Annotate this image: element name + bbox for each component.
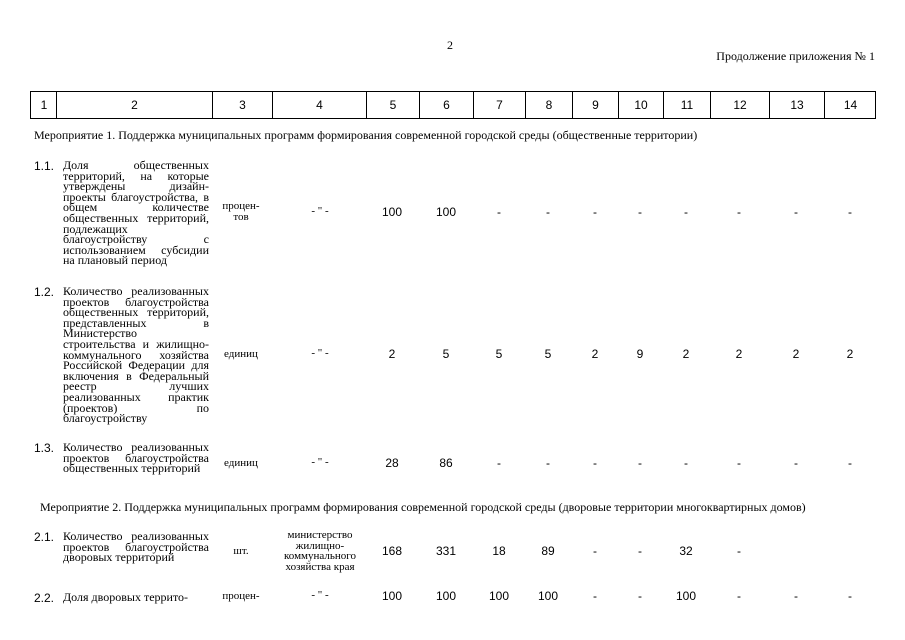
value-col-8: - <box>546 456 550 470</box>
header-col-1: 1 <box>40 98 48 112</box>
row-number: 1.1. <box>34 159 55 173</box>
value-col-12: 2 <box>735 347 743 361</box>
row-responsible: - " - <box>311 456 329 468</box>
value-col-9: - <box>593 205 597 219</box>
value-col-6: 100 <box>435 589 457 603</box>
row-description: Количество реализованных проектов благоустройства дворовых территорий <box>63 529 209 565</box>
header-col-10: 10 <box>618 92 663 118</box>
value-col-7: 18 <box>492 544 506 558</box>
value-col-5: 2 <box>388 347 396 361</box>
header-col-12: 12 <box>710 92 769 118</box>
page-number: 2 <box>447 38 453 52</box>
row-responsible: министерство жилищно-коммунального хозяйства края <box>284 529 356 573</box>
value-col-13: - <box>794 456 798 470</box>
value-col-8: 100 <box>537 589 559 603</box>
value-col-7: - <box>497 205 501 219</box>
value-col-12: - <box>737 589 741 603</box>
header-col-13: 13 <box>769 92 824 118</box>
row-number: 1.3. <box>34 441 55 455</box>
value-col-7: - <box>497 456 501 470</box>
value-col-10: - <box>638 456 642 470</box>
value-col-6: 331 <box>435 544 457 558</box>
value-col-13: - <box>794 589 798 603</box>
value-col-5: 100 <box>381 205 403 219</box>
value-col-11: - <box>684 205 688 219</box>
row-unit: шт. <box>233 544 249 557</box>
header-col-7: 7 <box>473 92 525 118</box>
section-title-1: Мероприятие 1. Поддержка муниципальных программ формирования современной городской среды (общественные территории) <box>34 128 698 142</box>
row-description: Количество реализованных проектов благоустройства общественных территорий <box>63 440 209 476</box>
value-col-5: 28 <box>385 456 399 470</box>
row-unit: процен- <box>222 589 260 602</box>
value-col-13: 2 <box>792 347 800 361</box>
row-description: Доля общественных территорий, на которые утверждены дизайн-проекты благоустройства, в общем количестве общественных территорий, подлежащих благоустройству с использованием субсидии на плановый период <box>63 158 209 268</box>
value-col-10: - <box>638 205 642 219</box>
value-col-14: - <box>848 589 852 603</box>
value-col-14: - <box>848 205 852 219</box>
row-description: Количество реализованных проектов благоустройства общественных территорий, представленных в Министерство строительства и жилищно-коммунального хозяйства Российской Федерации для включения в Федеральный реестр лучших реализованных практик (проектов) по благоустройству <box>63 284 209 426</box>
row-number: 2.2. <box>34 591 55 605</box>
row-description: Доля дворовых террито- <box>63 590 189 604</box>
row-number: 2.1. <box>34 530 55 544</box>
value-col-6: 5 <box>442 347 450 361</box>
value-col-5: 100 <box>381 589 403 603</box>
row-unit: процен-тов <box>222 200 260 223</box>
value-col-7: 100 <box>488 589 510 603</box>
value-col-9: - <box>593 544 597 558</box>
header-col-5: 5 <box>366 92 419 118</box>
row-responsible: - " - <box>311 347 329 359</box>
value-col-7: 5 <box>495 347 503 361</box>
value-col-6: 100 <box>435 205 457 219</box>
value-col-9: - <box>593 456 597 470</box>
value-col-11: 2 <box>682 347 690 361</box>
value-col-10: 9 <box>636 347 644 361</box>
row-responsible: - " - <box>311 589 329 601</box>
header-col-8: 8 <box>525 92 572 118</box>
value-col-11: 100 <box>675 589 697 603</box>
header-col-9: 9 <box>572 92 618 118</box>
continuation-label: Продолжение приложения № 1 <box>716 49 875 63</box>
header-col-6: 6 <box>419 92 473 118</box>
header-col-2: 2 <box>56 92 212 118</box>
value-col-10: - <box>638 589 642 603</box>
row-responsible: - " - <box>311 205 329 217</box>
value-col-12: - <box>737 456 741 470</box>
value-col-14: - <box>848 456 852 470</box>
row-unit: единиц <box>224 456 258 469</box>
value-col-8: 89 <box>541 544 555 558</box>
value-col-8: 5 <box>544 347 552 361</box>
header-col-4: 4 <box>272 92 366 118</box>
header-col-14: 14 <box>824 92 876 118</box>
value-col-12: - <box>737 205 741 219</box>
value-col-11: 32 <box>679 544 693 558</box>
value-col-6: 86 <box>439 456 453 470</box>
value-col-9: 2 <box>591 347 599 361</box>
header-col-3: 3 <box>212 92 272 118</box>
value-col-13: - <box>794 205 798 219</box>
row-number: 1.2. <box>34 285 55 299</box>
value-col-5: 168 <box>381 544 403 558</box>
value-col-12: - <box>737 544 741 558</box>
value-col-14: 2 <box>846 347 854 361</box>
value-col-9: - <box>593 589 597 603</box>
section-title-2: Мероприятие 2. Поддержка муниципальных программ формирования современной городской среды (дворовые территории многоквартирных домов) <box>40 500 806 514</box>
row-unit: единиц <box>224 347 258 360</box>
value-col-11: - <box>684 456 688 470</box>
header-col-11: 11 <box>663 92 710 118</box>
value-col-10: - <box>638 544 642 558</box>
value-col-8: - <box>546 205 550 219</box>
header-row <box>30 91 876 119</box>
